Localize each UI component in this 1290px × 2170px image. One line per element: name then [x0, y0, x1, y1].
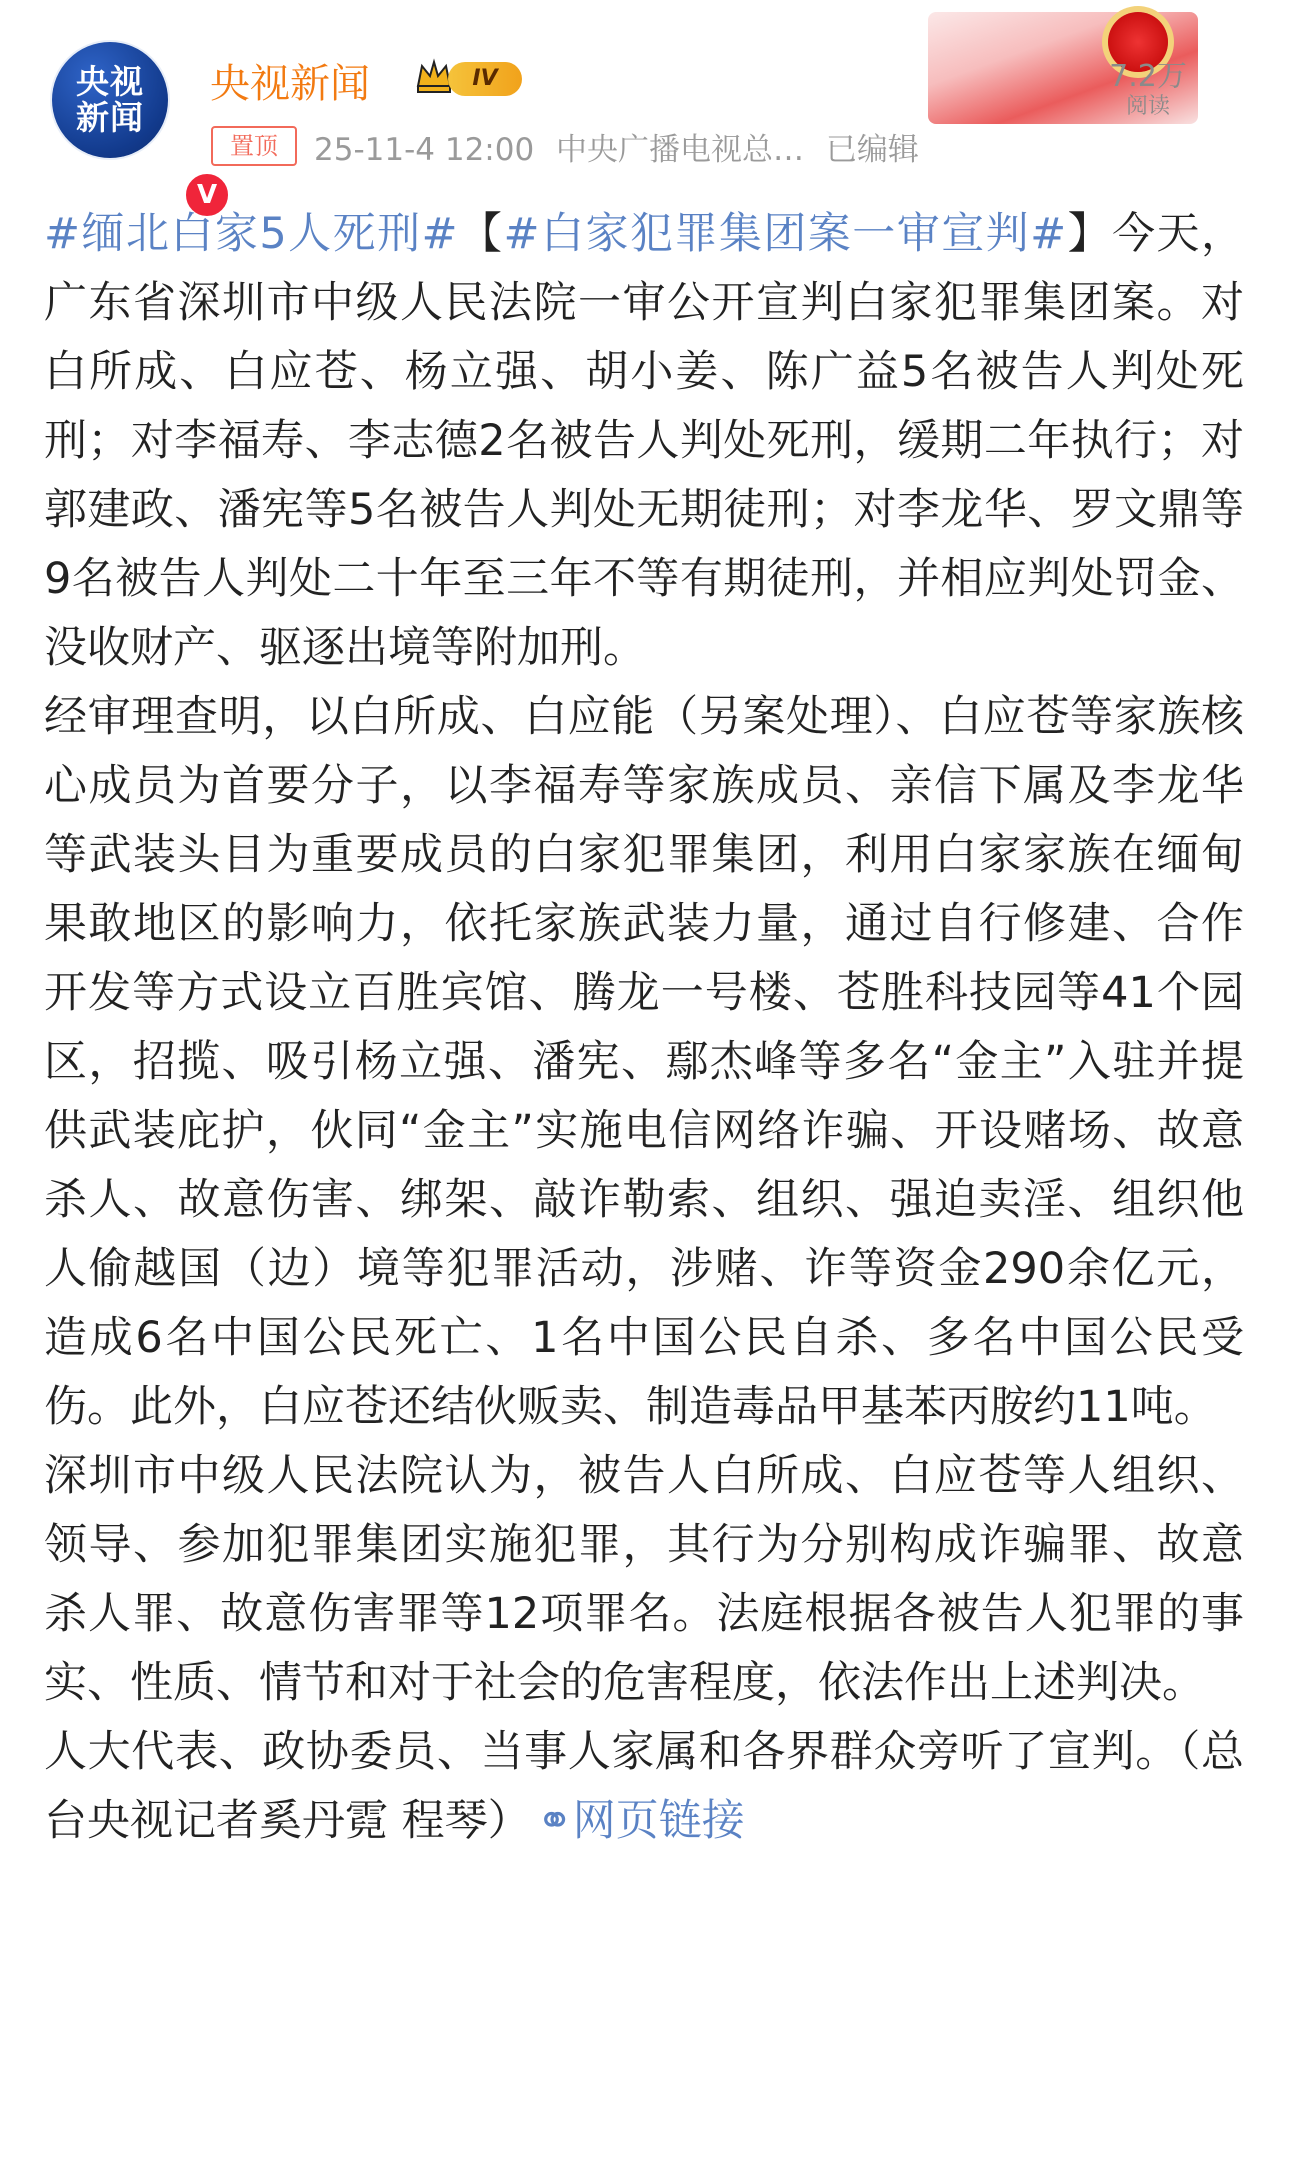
post-meta	[314, 124, 931, 169]
post-source[interactable]: 中央广播电视总…	[556, 132, 805, 168]
username[interactable]: 央视新闻	[210, 61, 370, 107]
paragraph-1-text: 今天，广东省深圳市中级人民法院一审公开宣判白家犯罪集团案。对白所成、白应苍、杨立强、胡小姜、陈广益5名被告人判处死刑；对李福寿、李志德2名被告人判处死刑，缓期二年执行；对郭建政、潘宪等5名被告人判处无期徒刑；对李龙华、罗文鼎等9名被告人判处二十年至三年不等有期徒刑，并相应判处罚金、没收财产、驱逐出境等附加刑。	[44, 209, 1245, 673]
hashtag-death-sentence[interactable]: #缅北白家5人死刑#	[44, 209, 458, 259]
verified-badge-icon: V	[182, 170, 232, 220]
bracket-open: 【	[457, 209, 504, 259]
post-body	[44, 200, 1244, 1856]
paragraph-2: 经审理查明，以白所成、白应能（另案处理）、白应苍等家族核心成员为首要分子，以李福寿等家族成员、亲信下属及李龙华等武装头目为重要成员的白家犯罪集团，利用白家家族在缅甸果敢地区的影响力，依托家族武装力量，通过自行修建、合作开发等方式设立百胜宾馆、腾龙一号楼、苍胜科技园等41个园区，招揽、吸引杨立强、潘宪、鄢杰峰等多名“金主”入驻并提供武装庇护，伙同“金主”实施电信网络诈骗、开设赌场、故意杀人、故意伤害、绑架、敲诈勒索、组织、强迫卖淫、组织他人偷越国（边）境等犯罪活动，涉赌、诈等资金290余亿元，造成6名中国公民死亡、1名中国公民自杀、多名中国公民受伤。此外，白应苍还结伙贩卖、制造毒品甲基苯丙胺约11吨。	[44, 692, 1244, 1432]
paragraph-1	[44, 200, 1244, 683]
paragraph-3: 深圳市中级人民法院认为，被告人白所成、白应苍等人组织、领导、参加犯罪集团实施犯罪，其行为分别构成诈骗罪、故意杀人罪、故意伤害罪等12项罪名。法庭根据各被告人犯罪的事实、性质、情节和对于社会的危害程度，依法作出上述判决。	[44, 1451, 1244, 1708]
web-link[interactable]: 网页链接	[572, 1796, 745, 1846]
views-label: 阅读	[1125, 94, 1170, 119]
avatar[interactable]	[52, 42, 218, 210]
post-header	[0, 0, 1290, 210]
post-date: 25-11-4 12:00	[314, 132, 535, 168]
level-badge[interactable]: IV	[448, 62, 522, 96]
pinned-badge: 置顶	[211, 126, 297, 166]
views-counter	[1100, 60, 1196, 120]
paragraph-4	[44, 1718, 1244, 1856]
paragraph-4-text: 人大代表、政协委员、当事人家属和各界群众旁听了宣判。（总台央视记者奚丹霓 程琴）	[44, 1727, 1244, 1846]
views-count: 7.2万	[1109, 59, 1187, 94]
edited-label[interactable]: 已编辑	[825, 132, 919, 168]
bracket-close: 】	[1066, 209, 1113, 259]
hashtag-verdict[interactable]: #白家犯罪集团案一审宣判#	[503, 209, 1067, 259]
link-icon[interactable]: ⚭	[536, 1796, 573, 1846]
avatar-logo: 央视 新闻	[76, 62, 144, 137]
